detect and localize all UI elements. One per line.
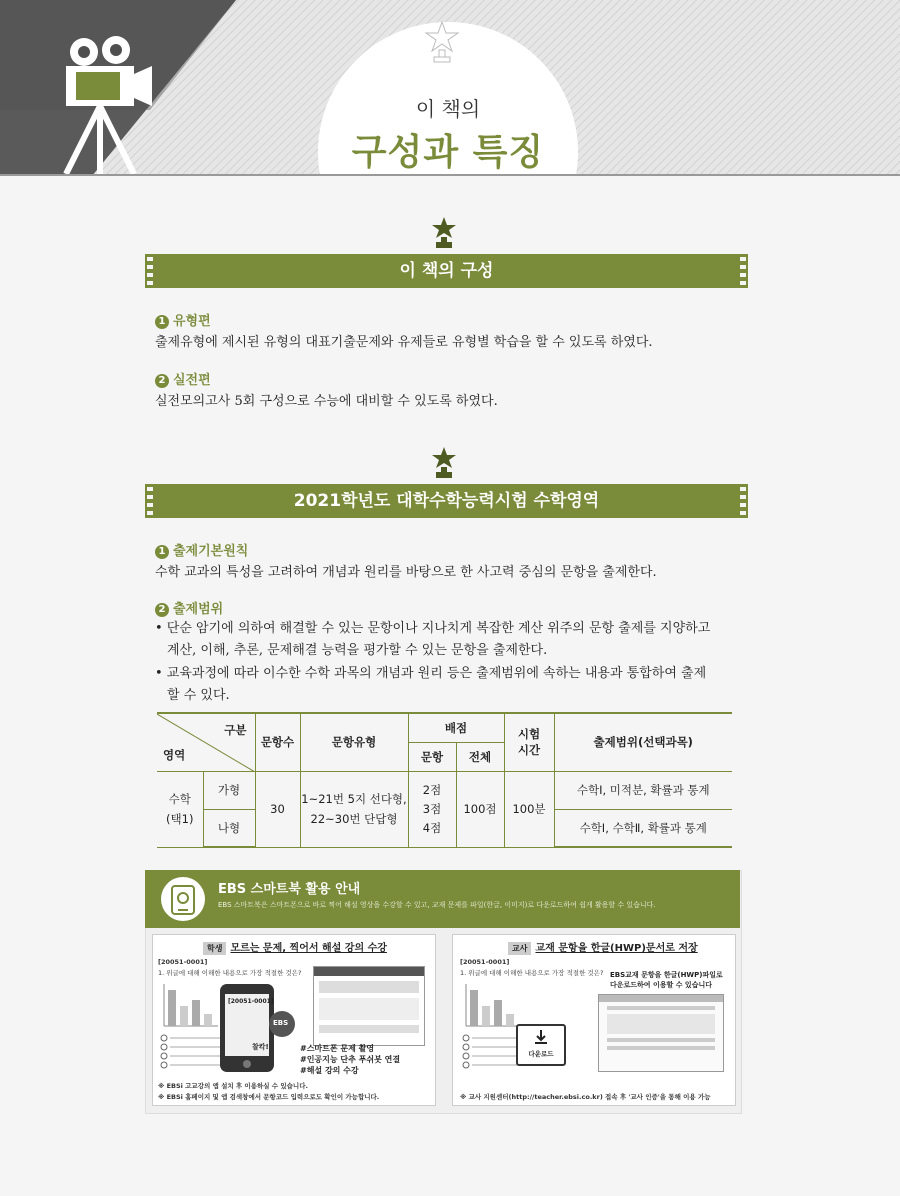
lecture-screen-mock — [313, 966, 425, 1046]
header-type: 문항유형 — [300, 713, 408, 771]
hwp-document-mock — [598, 994, 724, 1072]
download-icon — [533, 1029, 549, 1045]
download-note — [610, 970, 723, 990]
header-time — [504, 713, 554, 771]
bullet-text: • 교육과정에 따라 이수한 수학 과목의 개념과 원리 등은 출제범위에 속하는 내용과 통합하여 출제 — [155, 666, 707, 681]
film-camera-icon — [58, 34, 158, 176]
score-4: 4점 — [422, 820, 442, 835]
header-range: 출제범위(선택과목) — [554, 713, 732, 771]
header-gubun: 구분 — [224, 723, 247, 737]
header-score-item: 문항 — [408, 742, 456, 771]
trophy-star-icon — [431, 216, 457, 250]
item-heading-label: 실전편 — [173, 373, 211, 388]
item-text: 출제유형에 제시된 유형의 대표기출문제와 유제들로 유형별 학습을 할 수 있도록 하였다. — [155, 335, 653, 350]
doc-line — [607, 1038, 715, 1042]
number-badge: 1 — [155, 315, 169, 329]
download-button[interactable] — [516, 1024, 566, 1066]
trophy-star-icon — [431, 446, 457, 480]
header-count: 문항수 — [255, 713, 300, 771]
download-note-line: 다운로드하여 이용할 수 있습니다 — [610, 981, 712, 989]
teacher-panel-title — [508, 939, 698, 955]
time-cell: 100분 — [504, 771, 554, 847]
doc-line — [607, 1006, 715, 1010]
subject-cell — [157, 771, 203, 847]
section-banner-composition — [145, 254, 748, 288]
student-title: 모르는 문제, 찍어서 해설 강의 수강 — [230, 943, 387, 954]
bullet-text: 계산, 이해, 추론, 문제해결 능력을 평가할 수 있는 문항을 출제한다. — [167, 643, 548, 658]
teacher-note: ※ 교사 지원센터(http://teacher.ebsi.co.kr) 접속 후 '교사 인증'을 통해 이용 가능 — [460, 1093, 711, 1101]
score-3: 3점 — [422, 801, 442, 816]
qtype-line1: 1~21번 5지 선다형, — [301, 792, 407, 806]
subject-name: 수학 — [168, 792, 191, 806]
item-heading-range — [155, 598, 223, 617]
number-badge: 1 — [155, 545, 169, 559]
header-area: 영역 — [163, 747, 186, 762]
item-heading-principle — [155, 540, 248, 559]
type-b-cell: 나형 — [203, 809, 255, 847]
tap-text: 찰칵! — [252, 1043, 269, 1051]
number-badge: 2 — [155, 374, 169, 388]
bullet-text: • 단순 암기에 의하여 해결할 수 있는 문항이나 지나치게 복잡한 계산 위주의 문항 출제를 지양하고 — [155, 621, 711, 636]
range-a-cell: 수학Ⅰ, 미적분, 확률과 통계 — [554, 771, 732, 809]
smartbook-title: EBS 스마트북 활용 안내 — [218, 882, 361, 897]
mini-bar-chart — [160, 984, 220, 1030]
teacher-title: 교재 문항을 한글(HWP)문서로 저장 — [535, 943, 698, 954]
screen-row — [319, 1025, 419, 1033]
item-text: 수학 교과의 특성을 고려하여 개념과 원리를 바탕으로 한 사고력 중심의 문항을 출제한다. — [155, 565, 657, 580]
section-title: 이 책의 구성 — [399, 261, 494, 281]
section-title: 2021학년도 대학수학능력시험 수학영역 — [293, 491, 600, 511]
question-text: 1. 위글에 대해 이해한 내용으로 가장 적절한 것은? — [158, 969, 302, 977]
type-a-cell: 가형 — [203, 771, 255, 809]
feature-item: #인공지능 단추 푸쉬봇 연결 — [300, 1055, 401, 1064]
phone-code: [20051-0001] — [228, 998, 274, 1005]
header-subtitle: 이 책의 — [415, 97, 481, 121]
student-note-1: ※ EBSi 고교강의 앱 설치 후 이용하실 수 있습니다. — [158, 1082, 308, 1090]
feature-list — [300, 1043, 400, 1076]
section-banner-exam — [145, 484, 748, 518]
header-divider — [0, 174, 900, 176]
ebs-badge-text: EBS — [273, 1019, 289, 1027]
item-text: 실전모의고사 5회 구성으로 수능에 대비할 수 있도록 하였다. — [155, 394, 498, 409]
score-cell — [408, 771, 456, 847]
header-star-icon — [424, 20, 460, 64]
student-tag: 학생 — [203, 942, 226, 955]
qtype-line2: 22~30번 단답형 — [310, 812, 398, 826]
page-title: 구성과 특징 — [351, 132, 545, 173]
feature-item: #해설 강의 수강 — [300, 1066, 359, 1075]
number-badge: 2 — [155, 603, 169, 617]
score-2: 2점 — [422, 782, 442, 797]
range-b-cell: 수학Ⅰ, 수학Ⅱ, 확률과 통계 — [554, 809, 732, 847]
header-time-line2: 시간 — [517, 743, 541, 758]
screen-row — [319, 998, 419, 1020]
download-note-line: EBS교재 문항을 한글(HWP)파일로 — [610, 971, 723, 979]
student-note-2: ※ EBSi 홈페이지 및 앱 검색창에서 문항코드 입력으로도 확인이 가능합니다. — [158, 1093, 380, 1101]
screen-topbar — [314, 967, 424, 976]
header-score: 배점 — [408, 713, 504, 742]
qtype-cell — [300, 771, 408, 847]
student-panel-title — [203, 939, 387, 955]
item-heading-label: 유형편 — [173, 314, 211, 329]
smartbook-description: EBS 스마트북은 스마트폰으로 바로 찍어 해설 영상을 수강할 수 있고, 교재 문제를 파일(한글, 이미지)로 다운로드하여 쉽게 활용할 수 있습니다. — [218, 901, 656, 909]
smartphone-camera-icon — [160, 876, 206, 922]
page-header — [0, 0, 900, 176]
feature-item: #스마트폰 문제 촬영 — [300, 1044, 375, 1053]
question-code: [20051-0001] — [158, 958, 208, 966]
question-code: [20051-0001] — [460, 958, 510, 966]
exam-structure-table — [157, 712, 732, 848]
table-corner-cell — [157, 713, 255, 771]
header-time-line1: 시험 — [517, 727, 541, 742]
screen-row — [319, 981, 419, 993]
item-heading-type — [155, 310, 211, 329]
doc-line — [607, 1046, 715, 1050]
teacher-tag: 교사 — [508, 942, 531, 955]
mini-bar-chart — [462, 984, 522, 1030]
question-text: 1. 위글에 대해 이해한 내용으로 가장 적절한 것은? — [460, 969, 604, 977]
subject-choice: (택1) — [166, 812, 194, 826]
count-cell: 30 — [255, 771, 300, 847]
download-label: 다운로드 — [528, 1050, 554, 1058]
doc-toolbar — [599, 995, 723, 1002]
header-score-total: 전체 — [456, 742, 504, 771]
total-cell: 100점 — [456, 771, 504, 847]
bullet-text: 할 수 있다. — [167, 688, 230, 703]
item-heading-practice — [155, 369, 211, 388]
doc-block — [607, 1014, 715, 1034]
item-heading-label: 출제기본원칙 — [173, 544, 249, 559]
item-heading-label: 출제범위 — [173, 602, 224, 617]
